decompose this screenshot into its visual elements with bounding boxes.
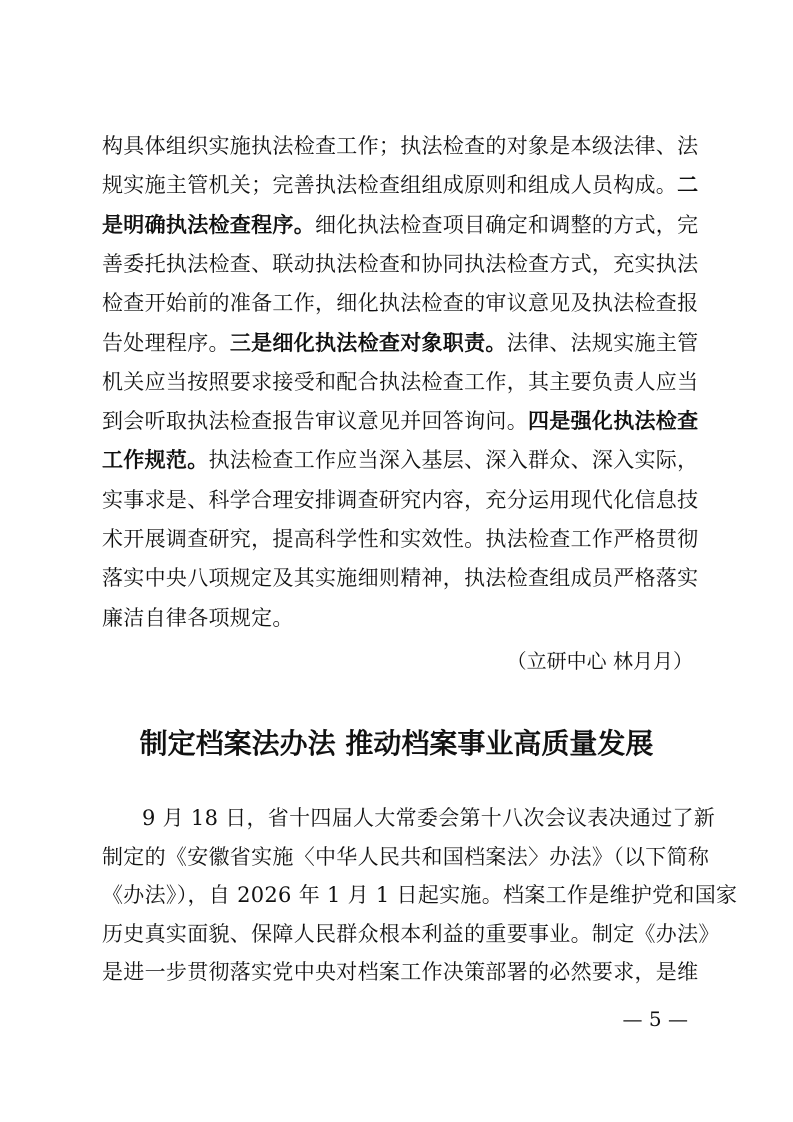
author-credit: （立研中心 林月月）	[506, 649, 693, 673]
text-line	[102, 406, 699, 436]
text-run: 机关应当按照要求接受和配合执法检查工作，其主要负责人应当	[102, 369, 699, 394]
text-run: 细化执法检查项目确定和调整的方式，完	[315, 212, 699, 237]
text-run: 告处理程序。	[102, 330, 230, 355]
text-run: 制定的《安徽省实施〈中华人民共和国档案法〉办法》（以下简称	[102, 844, 710, 869]
text-run: 术开展调查研究，提高科学性和实效性。执法检查工作严格贯彻	[102, 527, 699, 551]
text-line	[102, 957, 699, 987]
text-line	[102, 842, 710, 872]
text-line	[102, 249, 699, 279]
text-line	[102, 131, 699, 161]
text-line	[102, 524, 699, 554]
text-run: 落实中央八项规定及其实施细则精神，执法检查组成员严格落实	[102, 566, 699, 591]
text-line	[102, 288, 699, 318]
text-line	[102, 328, 699, 358]
text-line	[102, 563, 699, 593]
text-run: 到会听取执法检查报告审议意见并回答询问。	[102, 409, 528, 434]
text-run: 法律、法规实施主管	[506, 330, 699, 355]
text-line	[102, 919, 720, 949]
bold-text-run: 工作规范。	[102, 448, 209, 473]
text-run: 善委托执法检查、联动执法检查和协同执法检查方式，充实执法	[102, 251, 699, 276]
text-run: 是进一步贯彻落实党中央对档案工作决策部署的必然要求，是维	[102, 960, 699, 984]
text-run: 执法检查工作应当深入基层、深入群众、深入实际，	[208, 448, 699, 473]
bold-text-run: 三是细化执法检查对象职责。	[229, 330, 507, 355]
bold-text-run: 四是强化执法检查	[528, 409, 699, 434]
page-number: — 5 —	[622, 1007, 688, 1031]
text-line	[102, 445, 699, 475]
text-line	[102, 880, 738, 910]
text-line	[102, 603, 692, 633]
text-run: 廉洁自律各项规定。	[102, 605, 294, 630]
text-line	[142, 803, 716, 833]
text-run: 规实施主管机关；完善执法检查组组成原则和组成人员构成。	[102, 173, 678, 198]
text-run: 9 月 18 日，省十四届人大常委会第十八次会议表决通过了新	[142, 806, 716, 830]
article-heading: 制定档案法办法 推动档案事业高质量发展	[139, 727, 654, 760]
text-line	[102, 170, 699, 200]
text-run: 检查开始前的准备工作，细化执法检查的审议意见及执法检查报	[102, 291, 699, 316]
text-line	[102, 485, 699, 515]
text-run: 实事求是、科学合理安排调查研究内容，充分运用现代化信息技	[102, 487, 699, 512]
text-run: 构具体组织实施执法检查工作；执法检查的对象是本级法律、法	[102, 134, 699, 158]
text-line	[102, 367, 699, 397]
bold-text-run: 二	[677, 173, 699, 198]
text-run: 历史真实面貌、保障人民群众根本利益的重要事业。制定《办法》	[102, 921, 720, 946]
text-line	[102, 210, 699, 240]
bold-text-run: 是明确执法检查程序。	[102, 212, 315, 237]
text-run: 《办法》），自 2026 年 1 月 1 日起实施。档案工作是维护党和国家	[102, 883, 738, 907]
